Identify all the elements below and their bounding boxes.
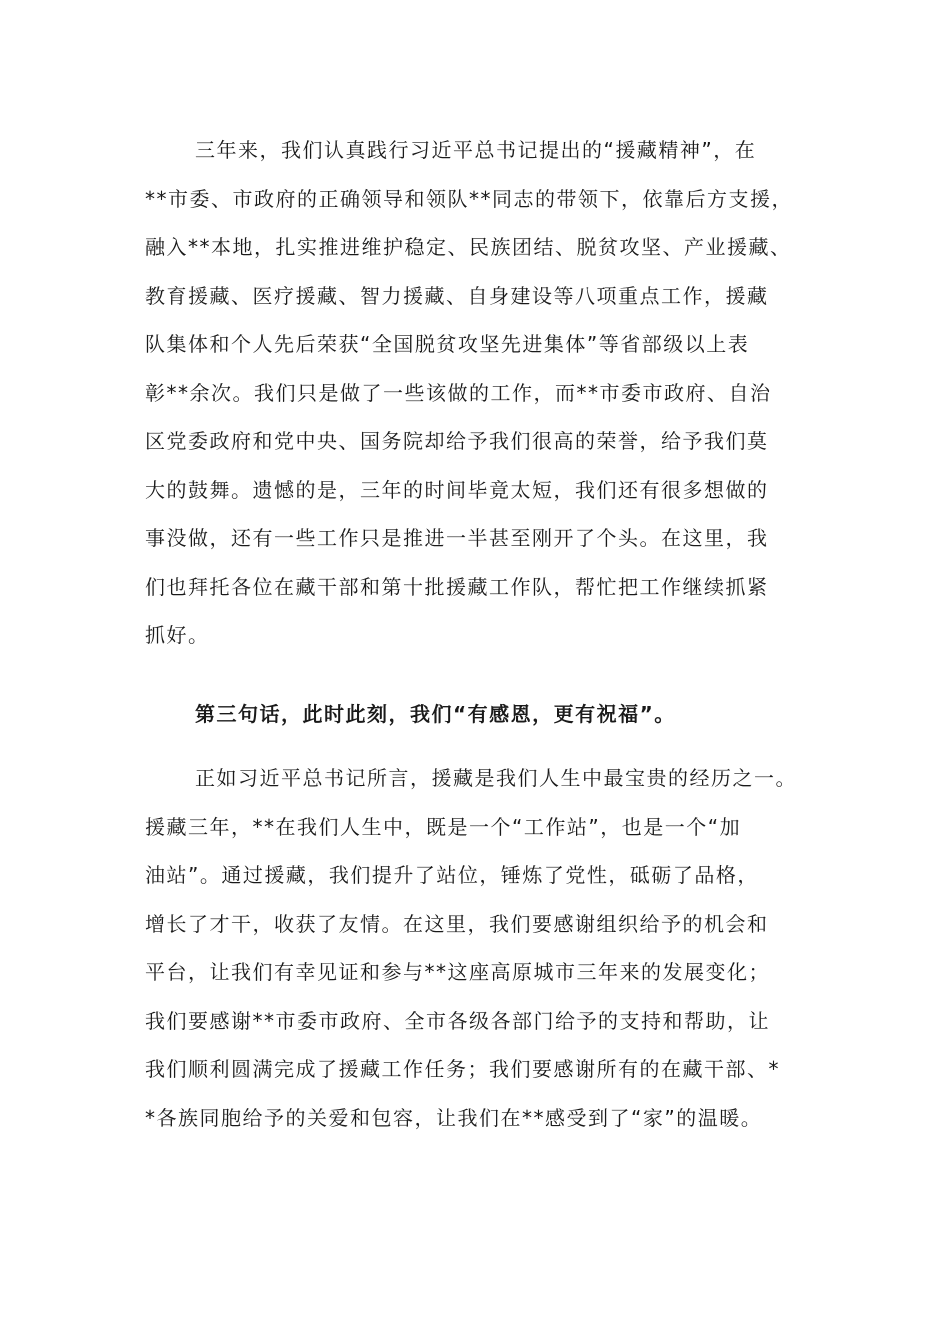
- text-line: 平台，让我们有幸见证和参与**这座高原城市三年来的发展变化；: [145, 960, 770, 984]
- text-line: 援藏三年，**在我们人生中，既是一个“工作站”，也是一个“加: [145, 814, 742, 839]
- section-heading: [145, 690, 825, 739]
- text-line: 区党委政府和党中央、国务院却给予我们很高的荣誉，给予我们莫: [145, 429, 769, 453]
- text-line: 教育援藏、医疗援藏、智力援藏、自身建设等八项重点工作，援藏: [145, 283, 769, 308]
- text-line: 我们要感谢**市委市政府、全市各级各部门给予的支持和帮助，让: [145, 1008, 770, 1033]
- text-line: **市委、市政府的正确领导和领队**同志的带领下，依靠后方支援，: [145, 186, 793, 211]
- text-line: 彰**余次。我们只是做了一些该做的工作，而**市委市政府、自治: [145, 380, 772, 405]
- text-line: 融入**本地，扎实推进维护稳定、民族团结、脱贫攻坚、产业援藏、: [145, 235, 792, 259]
- paragraph-gratitude-work: [145, 126, 825, 660]
- text-line: 们也拜托各位在藏干部和第十批援藏工作队，帮忙把工作继续抓紧: [145, 574, 769, 599]
- text-line: 正如习近平总书记所言，援藏是我们人生中最宝贵的经历之一。: [195, 766, 797, 790]
- text-line: 三年来，我们认真践行习近平总书记提出的“援藏精神”，在: [195, 138, 757, 162]
- text-line: 抓好。: [145, 623, 210, 647]
- text-line: 大的鼓舞。遗憾的是，三年的时间毕竟太短，我们还有很多想做的: [145, 477, 769, 502]
- text-line: 增长了才干，收获了友情。在这里，我们要感谢组织给予的机会和: [145, 911, 769, 936]
- text-line: 队集体和个人先后荣获“全国脱贫攻坚先进集体”等省部级以上表: [145, 332, 750, 356]
- text-line: *各族同胞给予的关爱和包容，让我们在**感受到了“家”的温暖。: [145, 1105, 763, 1130]
- text-line: 油站”。通过援藏，我们提升了站位，锤炼了党性，砥砺了品格，: [145, 863, 759, 887]
- paragraph-thanks-blessing: [145, 754, 825, 1142]
- text-line: 事没做，还有一些工作只是推进一半甚至刚开了个头。在这里，我: [145, 526, 769, 550]
- heading-text: 第三句话，此时此刻，我们“有感恩，更有祝福”。: [195, 702, 676, 726]
- text-line: 我们顺利圆满完成了援藏工作任务；我们要感谢所有的在藏干部、*: [145, 1057, 780, 1081]
